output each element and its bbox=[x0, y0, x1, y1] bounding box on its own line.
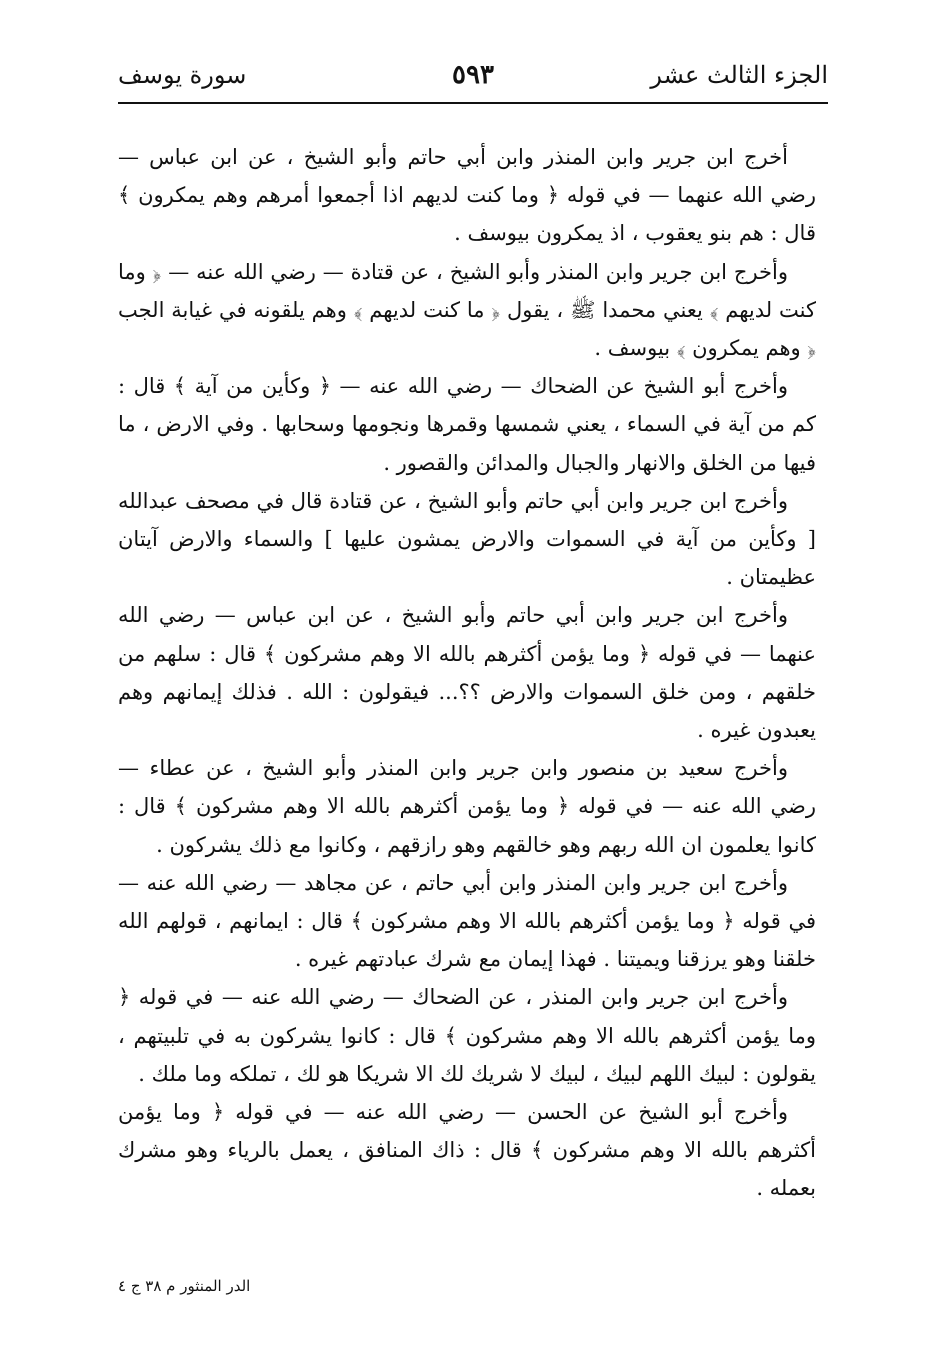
page-number: ٥٩٣ bbox=[452, 60, 494, 90]
page-header bbox=[118, 58, 828, 98]
paragraph-4: وأخرج ابن جرير وابن أبي حاتم وأبو الشيخ ، عن قتادة قال في مصحف عبدالله [ وكأين من آية في السموات والارض يمشون عليها ] والسماء والارض آيتان عظيمتان . bbox=[118, 488, 816, 590]
paragraph-2: وأخرج ابن جرير وابن المنذر وأبو الشيخ ، عن قتادة — رضي الله عنه — ﴿ وما كنت لديهم ﴾ يعني محمدا ﷺ ، يقول ﴿ ما كنت لديهم ﴾ وهم يلقونه في غيابة الجب ﴿ وهم يمكرون ﴾ بيوسف . bbox=[118, 259, 816, 361]
paragraph-8: وأخرج ابن جرير وابن المنذر ، عن الضحاك — رضي الله عنه — في قوله ﴿ وما يؤمن أكثرهم بالله الا وهم مشركون ﴾ قال : كانوا يشركون به في تلبيتهم ، يقولون : لبيك اللهم لبيك ، لبيك لا شريك لك الا شريكا هو لك ، تملكه وما ملك . bbox=[118, 985, 816, 1086]
paragraph-3: وأخرج أبو الشيخ عن الضحاك — رضي الله عنه — ﴿ وكأين من آية ﴾ قال : كم من آية في السماء ، يعني شمسها وقمرها ونجومها وسحابها . وفي الارض ، ما فيها من الخلق والانهار والجبال والمدائن والقصور . bbox=[118, 374, 816, 475]
paragraph-6: وأخرج سعيد بن منصور وابن جرير وابن المنذر وأبو الشيخ ، عن عطاء — رضي الله عنه — في قوله ﴿ وما يؤمن أكثرهم بالله الا وهم مشركون ﴾ قال : كانوا يعلمون ان الله ربهم وهو خالقهم وهو رازقهم ، وكانوا مع ذلك يشركون . bbox=[118, 756, 816, 857]
paragraph-5: وأخرج ابن جرير وابن أبي حاتم وأبو الشيخ ، عن ابن عباس — رضي الله عنهما — في قوله ﴿ وما يؤمن أكثرهم بالله الا وهم مشركون ﴾ قال : سلهم من خلقهم ، ومن خلق السموات والارض ؟؟... فيقولون : الله . فذلك إيمانهم وهم يعبدون غيره . bbox=[118, 603, 816, 743]
paragraph-7: وأخرج ابن جرير وابن المنذر وابن أبي حاتم ، عن مجاهد — رضي الله عنه — في قوله ﴿ وما يؤمن أكثرهم بالله الا وهم مشركون ﴾ قال : ايمانهم ، قولهم الله خلقنا وهو يرزقنا ويميتنا . فهذا إيمان مع شرك عبادتهم غيره . bbox=[118, 870, 816, 972]
surah-title: سورة يوسف bbox=[118, 61, 247, 89]
part-title: الجزء الثالث عشر bbox=[650, 61, 828, 89]
paragraph-1: أخرج ابن جرير وابن المنذر وابن أبي حاتم وأبو الشيخ ، عن ابن عباس — رضي الله عنهما — في قوله ﴿ وما كنت لديهم اذا أجمعوا أمرهم وهم يمكرون ﴾ قال : هم بنو يعقوب ، اذ يمكرون بيوسف . bbox=[118, 145, 816, 246]
header-divider bbox=[118, 102, 828, 104]
paragraph-9: وأخرج أبو الشيخ عن الحسن — رضي الله عنه — في قوله ﴿ وما يؤمن أكثرهم بالله الا وهم مشركون ﴾ قال : ذاك المنافق ، يعمل بالرياء وهو مشرك بعمله . bbox=[118, 1100, 816, 1201]
body-text bbox=[118, 138, 816, 1208]
footer-signature: الدر المنثور م ٣٨ ج ٤ bbox=[118, 1277, 251, 1295]
